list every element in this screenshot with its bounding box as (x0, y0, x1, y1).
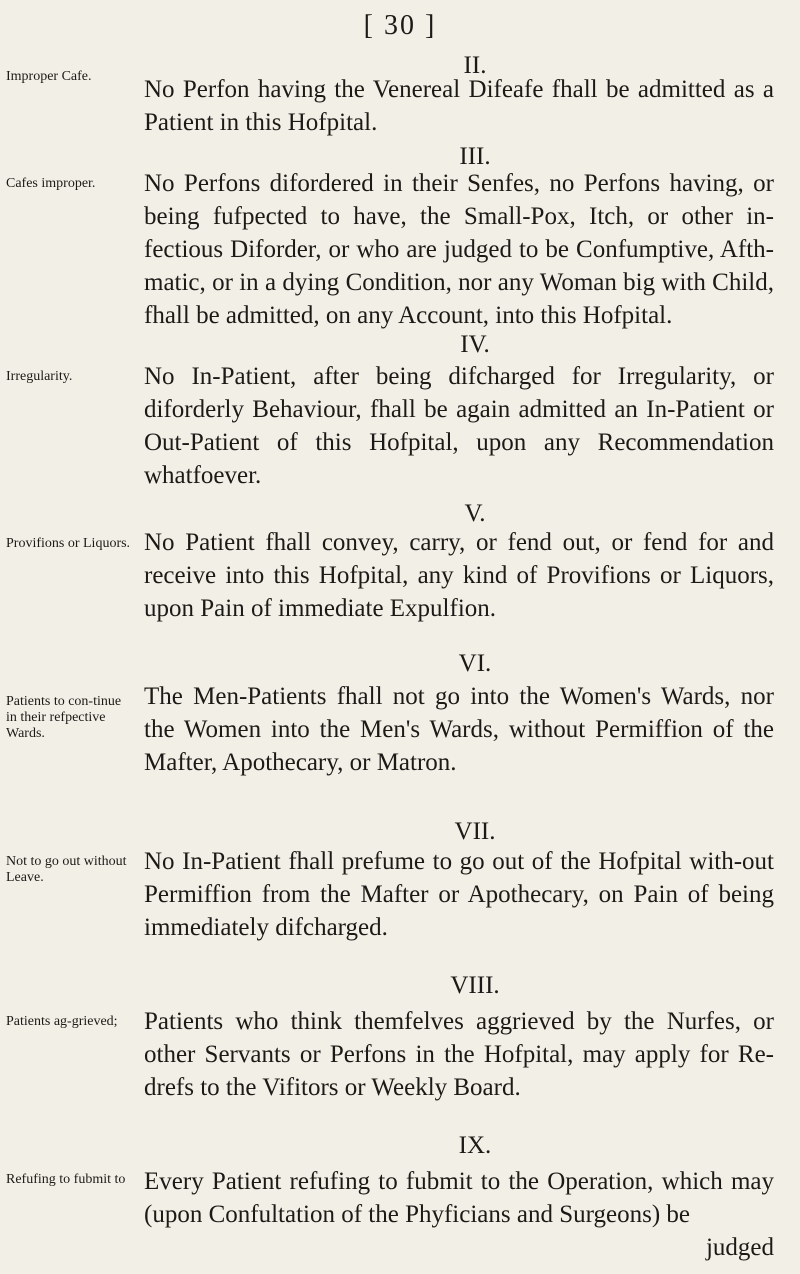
article-numeral-5: V. (464, 500, 486, 527)
article-numeral-8: VIII. (450, 972, 500, 999)
article-text-7: No In-Patient fhall prefume to go out of the Hofpital with-out Permiffion from the Mafter or Apothecary, on Pain of being immediately difcharged. (144, 848, 774, 941)
article-numeral-2: II. (463, 52, 487, 79)
article-numeral-6: VI. (458, 650, 492, 677)
article-text-9: Every Patient refufing to fubmit to the Operation, which may (upon Confultation of the Phyficians and Surgeons) be (144, 1168, 774, 1228)
article-numeral-7: VII. (454, 818, 496, 845)
article-text-6: The Men-Patients fhall not go into the Women's Wards, nor the Women into the Men's Wards, without Permiffion of the Mafter, Apothecary, or Matron. (144, 683, 774, 776)
margin-note-6: Patients to con-tinue in their refpective Wards. (6, 694, 122, 741)
article-numeral-4: IV. (460, 331, 490, 358)
margin-note-2: Improper Cafe. (6, 69, 92, 84)
article-text-4: No In-Patient, after being difcharged for Irregularity, or diforderly Behaviour, fhall be again admitted an In-Patient or Out-Patient of this Hofpital, upon any Recommendation whatfoever. (144, 363, 774, 489)
article-text-8: Patients who think themfelves aggrieved by the Nurfes, or other Servants or Perfons in the Hofpital, may apply for Re-drefs to the Vifitors or Weekly Board. (144, 1008, 774, 1101)
article-text-2: No Perfon having the Venereal Difeafe fhall be admitted as a Patient in this Hofpital. (144, 76, 774, 136)
catchword: judged (705, 1234, 774, 1261)
margin-note-7: Not to go out without Leave. (6, 854, 127, 885)
margin-note-8: Patients ag-grieved; (6, 1014, 118, 1029)
margin-note-3: Cafes improper. (6, 176, 96, 191)
article-numeral-3: III. (459, 143, 491, 170)
article-numeral-9: IX. (458, 1132, 492, 1159)
margin-note-4: Irregularity. (6, 369, 73, 384)
article-text-5: No Patient fhall convey, carry, or fend out, or fend for and receive into this Hofpital, any kind of Provifions or Liquors, upon Pain of immediate Expulfion. (144, 529, 774, 622)
article-text-3: No Perfons difordered in their Senfes, no Perfons having, or being fufpected to have, the Small-Pox, Itch, or other in-fectious Diforder, or who are judged to be Confumptive, Afth-matic, or in a dying Condition, nor any Woman big with Child, fhall be admitted, on any Account, into this Hofpital. (144, 170, 774, 329)
page-number: [ 30 ] (363, 10, 437, 41)
margin-note-9: Refufing to fubmit to (6, 1172, 126, 1187)
margin-note-5: Provifions or Liquors. (6, 536, 131, 551)
